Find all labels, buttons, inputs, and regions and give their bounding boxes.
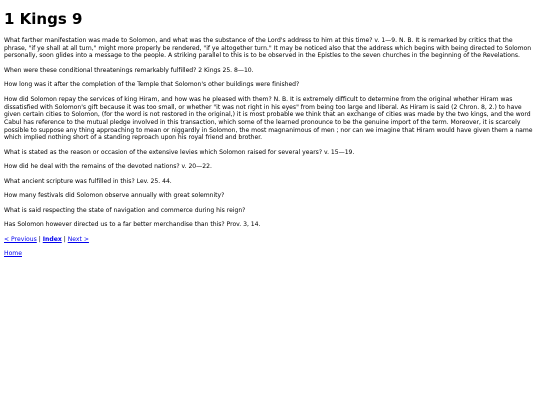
home-link[interactable]: Home bbox=[4, 250, 22, 258]
question-paragraph-7: What ancient scripture was fulfilled in this? Lev. 25. 44. bbox=[4, 177, 172, 185]
next-link[interactable]: Next > bbox=[67, 235, 89, 243]
question-paragraph-9: What is said respecting the state of navigation and commerce during his reign? bbox=[4, 206, 246, 214]
question-paragraph-8: How many festivals did Solomon observe annually with great solemnity? bbox=[4, 192, 225, 200]
previous-link[interactable]: < Previous bbox=[4, 235, 37, 243]
question-paragraph-1: What farther manifestation was made to Solomon, and what was the substance of the Lord's address to him at this time? v. 1—9. N. B. It is remarked by critics that the phrase, "if ye shall at all turn," might more properly be rendered, "if ye altogether turn." It may be noticed also that the address which begins with being directed to Solomon personally, soon glides into a message to the people. A striking parallel to this is to be observed in the Epistles to the seven churches in the beginning of the Revelations. bbox=[4, 37, 532, 60]
page-title: 1 Kings 9 bbox=[4, 10, 83, 28]
question-paragraph-10: Has Solomon however directed us to a far better merchandise than this? Prov. 3, 14. bbox=[4, 221, 261, 229]
question-paragraph-5: What is stated as the reason or occasion of the extensive levies which Solomon raised for several years? v. 15—19. bbox=[4, 148, 355, 156]
pagination-nav bbox=[4, 236, 536, 244]
index-link[interactable]: Index bbox=[42, 235, 62, 243]
nav-separator: | bbox=[38, 235, 41, 243]
nav-separator: | bbox=[63, 235, 66, 243]
question-paragraph-4: How did Solomon repay the services of king Hiram, and how was he pleased with them? N. B. It is extremely difficult to determine from the original whether Hiram was dissatisfied with Solomon's gift because it was too small, or whether "it was not right in his eyes" from being too large and liberal. As Hiram is said (2 Chron. 8, 2.) to have given certain cities to Solomon, (for the word is not restored in the original,) it is most probable we think that an exchange of cities was made by the two kings, and the word Cabul has reference to the mutual pledge involved in this transaction, which some of the learned pronounce to be the genuine import of the term. Moreover, it is scarcely possible to suppose any thing approaching to mean or niggardly in Solomon, the most magnanimous of men ; nor can we imagine that Hiram would have given them a name which implied nothing short of a standing reproach upon his royal friend and brother. bbox=[4, 95, 533, 142]
home-nav bbox=[4, 250, 536, 258]
question-paragraph-2: When were these conditional threatenings remarkably fulfilled? 2 Kings 25. 8—10. bbox=[4, 66, 254, 74]
question-paragraph-3: How long was it after the completion of the Temple that Solomon's other buildings were finished? bbox=[4, 81, 300, 89]
question-paragraph-6: How did he deal with the remains of the devoted nations? v. 20—22. bbox=[4, 163, 212, 171]
